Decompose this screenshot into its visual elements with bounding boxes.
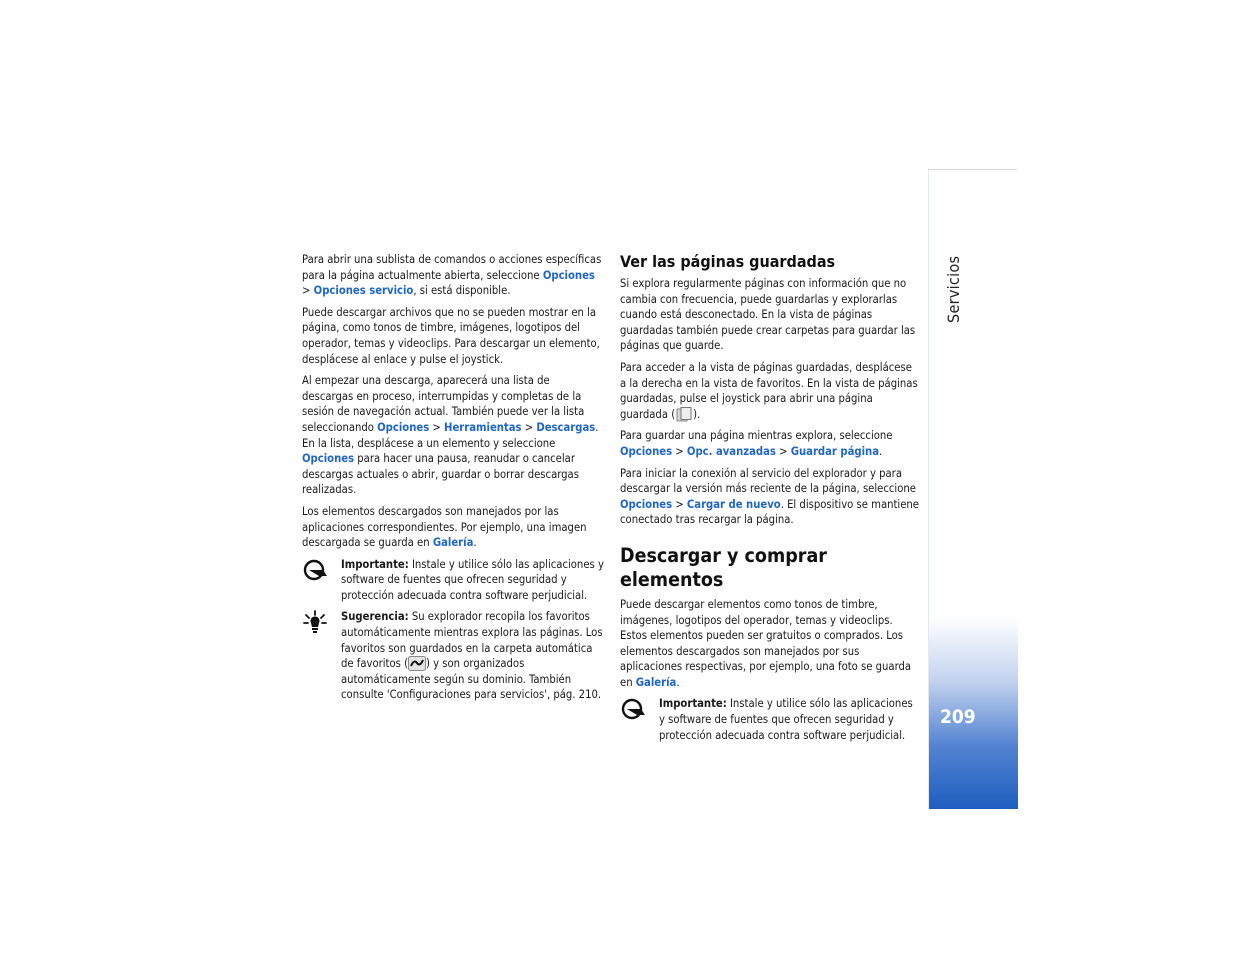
important-icon: [302, 557, 330, 585]
right-column: [620, 252, 920, 749]
paragraph-download-items: Puede descargar elementos como tonos de timbre, imágenes, logotipos del operador, temas y videoclips. Estos elementos pueden ser gratuitos o comprados. Los elementos descargados son manejados por sus aplicaciones respectivas, por ejemplo, una foto se guarda en Galería.: [620, 597, 912, 689]
important-note: Importante: Instale y utilice sólo las aplicaciones y software de fuentes que ofrecen seguridad y protección adecuada contra software perjudicial.: [302, 557, 604, 604]
left-column: [302, 252, 604, 709]
paragraph-save-page: Para guardar una página mientras explora, seleccione Opciones > Opc. avanzadas > Guardar página.: [620, 429, 893, 458]
paragraph-options-service: Para abrir una sublista de comandos o acciones específicas para la página actualmente abierta, seleccione Opciones > Opciones servicio, si está disponible.: [302, 253, 602, 298]
heading-saved-pages: Ver las páginas guardadas: [620, 252, 836, 271]
paragraph-download-files: Puede descargar archivos que no se pueden mostrar en la página, como tonos de timbre, imágenes, logotipos del operador, temas y videoclips. Para descargar un elemento, desplácese al enlace y pulse el joystick.: [302, 305, 600, 366]
paragraph-reload: Para iniciar la conexión al servicio del explorador y para descargar la versión más reciente de la página, seleccione Opciones > Cargar de nuevo. El dispositivo se mantiene conectado tras recargar la página.: [620, 466, 919, 527]
menu-link-galeria: Galería: [635, 675, 677, 689]
menu-link-opciones: Opciones: [377, 420, 430, 434]
paragraph-access-saved: Para acceder a la vista de páginas guardadas, desplácese a la derecha en la vista de favoritos. En la vista de páginas guardadas, pulse el joystick para abrir una página guardada ( ).: [620, 360, 918, 421]
paragraph-downloaded-items: Los elementos descargados son manejados por las aplicaciones correspondientes. Por ejemplo, una imagen descargada se guarda en Galería.: [302, 504, 587, 550]
tip-note: Sugerencia: Su explorador recopila los favoritos automáticamente mientras explora las páginas. Los favoritos son guardados en la carpeta automática de favoritos ( ) y son organizados automáticamente según su dominio. También consulte 'Configuraciones para servicios', pág. 210.: [302, 609, 604, 703]
menu-link-guardar-pagina: Guardar página: [790, 444, 879, 458]
tip-icon: [302, 609, 330, 637]
section-label: Servicios: [944, 255, 963, 323]
important-icon: [620, 696, 648, 724]
paragraph-saved-pages-intro: Si explora regularmente páginas con información que no cambia con frecuencia, puede guardarlas y explorarlas cuando está desconectado. En la vista de páginas guardadas también puede crear carpetas para guardar las páginas que guarde.: [620, 277, 916, 353]
heading-download-buy: Descargar y comprar elementos: [620, 543, 827, 591]
menu-link-galeria: Galería: [432, 536, 474, 550]
paragraph-download-list: Al empezar una descarga, aparecerá una lista de descargas en proceso, interrumpidas y completas de la sesión de navegación actual. También puede ver la lista seleccionando Opciones > Herramientas > Descargas. En la lista, desplácese a un elemento y seleccione Opciones para hacer una pausa, reanudar o cancelar descargas actuales o abrir, guardar o borrar descargas realizadas.: [302, 374, 599, 497]
menu-link-herramientas: Herramientas: [444, 420, 522, 434]
saved-page-icon: [675, 407, 693, 422]
menu-link-opciones-servicio: Opciones servicio: [313, 284, 414, 298]
page-number: 209: [940, 706, 976, 728]
important-note: Importante: Instale y utilice sólo las aplicaciones y software de fuentes que ofrecen seguridad y protección adecuada contra software perjudicial.: [620, 696, 920, 743]
sidebar-rule: [928, 169, 1017, 170]
menu-link-opciones: Opciones: [542, 268, 595, 282]
menu-link-opciones: Opciones: [302, 452, 355, 466]
menu-link-opc-avanzadas: Opc. avanzadas: [686, 444, 776, 458]
auto-bookmarks-icon: [408, 656, 426, 671]
menu-link-descargas: Descargas: [536, 420, 596, 434]
menu-link-cargar-de-nuevo: Cargar de nuevo: [686, 497, 781, 511]
menu-link-opciones: Opciones: [620, 497, 673, 511]
menu-link-opciones: Opciones: [620, 444, 673, 458]
